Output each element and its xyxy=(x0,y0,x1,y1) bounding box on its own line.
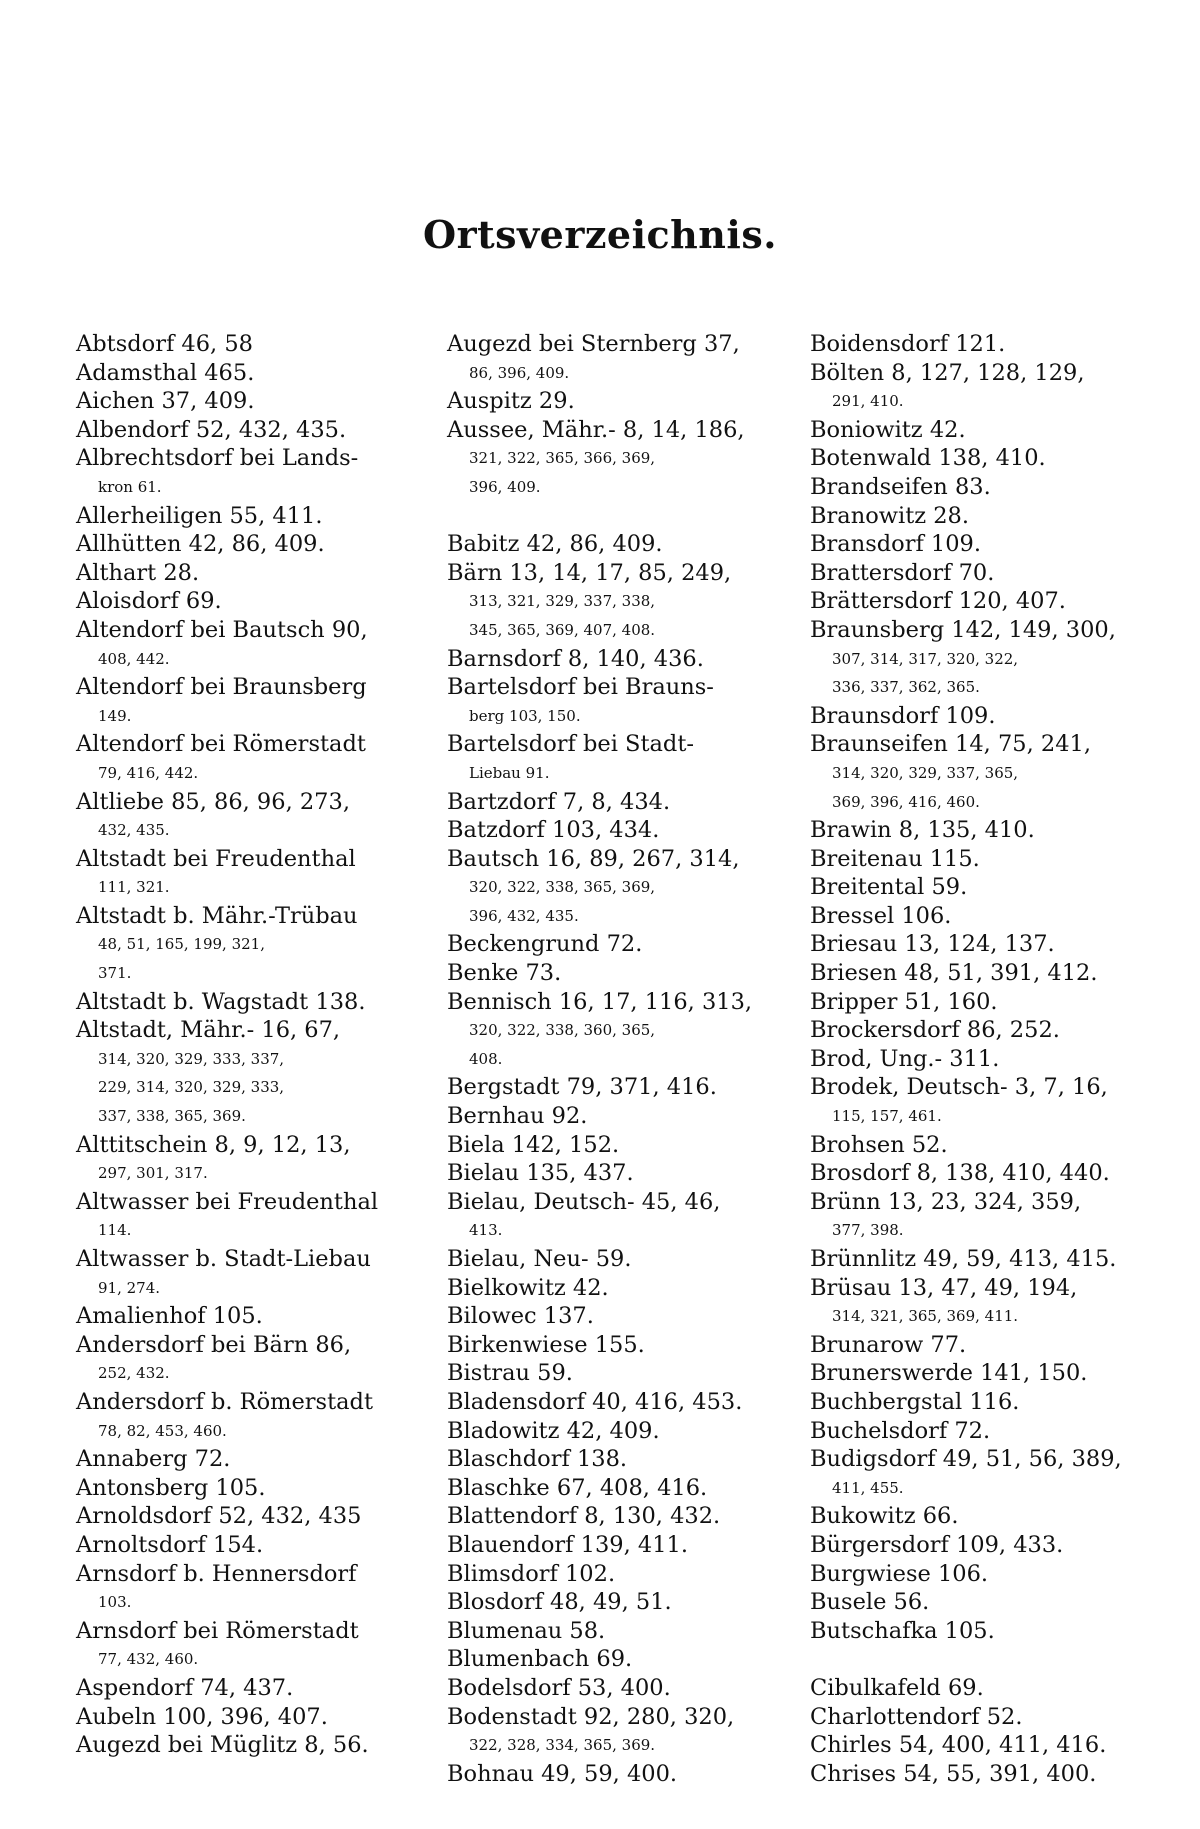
entry-line: Brawin 8, 135, 410. xyxy=(810,817,1035,844)
index-entry xyxy=(810,1331,1132,1360)
entry-line: Bergstadt 79, 371, 416. xyxy=(447,1074,717,1101)
entry-line: Braunsdorf 109. xyxy=(810,702,996,729)
entry-line: Blosdorf 48, 49, 51. xyxy=(447,1589,672,1616)
entry-continuation-line: 396, 409. xyxy=(469,477,541,496)
index-entry xyxy=(810,416,1132,445)
index-entry xyxy=(447,959,783,988)
entry-continuation-line: 377, 398. xyxy=(832,1221,904,1240)
entry-line: Bautsch 16, 89, 267, 314, xyxy=(447,845,740,872)
entry-line: Burgwiese 106. xyxy=(810,1560,989,1587)
index-entry xyxy=(76,359,406,388)
entry-line: Altwasser bei Freudenthal xyxy=(76,1188,379,1215)
index-entry xyxy=(76,559,406,588)
index-entry xyxy=(810,1159,1132,1188)
index-entry xyxy=(76,330,406,359)
entry-line: Amalienhof 105. xyxy=(76,1303,263,1330)
index-entry xyxy=(810,702,1132,731)
entry-line: Boidensdorf 121. xyxy=(810,331,1006,357)
index-entry xyxy=(447,816,783,845)
entry-line: Allerheiligen 55, 411. xyxy=(76,502,323,529)
index-entry xyxy=(810,359,1132,416)
index-entry xyxy=(447,730,783,787)
entry-line: Bistrau 59. xyxy=(447,1360,573,1387)
entry-line: Adamsthal 465. xyxy=(76,359,255,386)
index-entry xyxy=(810,1617,1132,1646)
index-entry xyxy=(447,1445,783,1474)
index-entry xyxy=(447,788,783,817)
index-entry xyxy=(447,1588,783,1617)
entry-line: Brünn 13, 23, 324, 359, xyxy=(810,1188,1082,1215)
entry-line: Bodelsdorf 53, 400. xyxy=(447,1674,671,1701)
index-entry xyxy=(76,1388,406,1445)
entry-line: Blumenau 58. xyxy=(447,1617,606,1644)
entry-line: Bartzdorf 7, 8, 434. xyxy=(447,788,671,815)
entry-continuation-line: 322, 328, 334, 365, 369. xyxy=(469,1736,656,1755)
index-entry xyxy=(810,330,1132,359)
entry-line: Branowitz 28. xyxy=(810,502,970,529)
entry-continuation-line: 314, 320, 329, 337, 365, xyxy=(832,763,1019,782)
index-entry xyxy=(447,845,783,931)
index-entry xyxy=(447,1760,783,1789)
index-entry xyxy=(447,1359,783,1388)
entry-continuation-line: 291, 410. xyxy=(832,392,904,411)
entry-line: Bernhau 92. xyxy=(447,1103,588,1130)
index-entry xyxy=(810,845,1132,874)
index-entry xyxy=(810,1274,1132,1331)
index-entry xyxy=(447,1188,783,1245)
entry-line: Budigsdorf 49, 51, 56, 389, xyxy=(810,1446,1122,1473)
entry-line: Bohnau 49, 59, 400. xyxy=(447,1760,678,1787)
index-entry xyxy=(447,416,783,502)
index-entry xyxy=(810,930,1132,959)
entry-continuation-line: 86, 396, 409. xyxy=(469,363,570,382)
index-entry xyxy=(810,1560,1132,1589)
index-entry xyxy=(76,444,406,501)
entry-line: Briesen 48, 51, 391, 412. xyxy=(810,960,1098,987)
entry-line: Brunarow 77. xyxy=(810,1331,967,1358)
entry-line: Brockersdorf 86, 252. xyxy=(810,1017,1060,1044)
index-entry xyxy=(810,959,1132,988)
index-entry xyxy=(76,673,406,730)
entry-line: Aspendorf 74, 437. xyxy=(76,1674,294,1701)
entry-line: Benke 73. xyxy=(447,960,562,987)
entry-continuation-line: 307, 314, 317, 320, 322, xyxy=(832,649,1019,668)
entry-line: Blaschke 67, 408, 416. xyxy=(447,1474,708,1501)
index-entry xyxy=(810,1188,1132,1245)
index-entry xyxy=(447,387,783,416)
index-entry xyxy=(76,1674,406,1703)
index-entry xyxy=(810,1131,1132,1160)
entry-line: Annaberg 72. xyxy=(76,1446,231,1473)
entry-continuation-line: 396, 432, 435. xyxy=(469,906,579,925)
entry-line: Blimsdorf 102. xyxy=(447,1560,616,1587)
index-entry xyxy=(810,587,1132,616)
entry-line: Andersdorf bei Bärn 86, xyxy=(76,1331,352,1358)
index-entry xyxy=(447,330,783,387)
entry-line: Braunseifen 14, 75, 241, xyxy=(810,731,1091,758)
entry-line: Brosdorf 8, 138, 410, 440. xyxy=(810,1160,1110,1187)
entry-line: Arnsdorf bei Römerstadt xyxy=(76,1617,359,1644)
entry-line: Brünnlitz 49, 59, 413, 415. xyxy=(810,1246,1117,1272)
entry-line: Blauendorf 139, 411. xyxy=(447,1531,688,1558)
entry-line: Altstadt, Mähr.- 16, 67, xyxy=(76,1017,341,1044)
entry-line: Brohsen 52. xyxy=(810,1131,948,1158)
entry-line: Brattersdorf 70. xyxy=(810,559,995,586)
entry-line: Bilowec 137. xyxy=(447,1303,594,1330)
entry-continuation-line: 432, 435. xyxy=(98,821,170,840)
entry-continuation-line: 411, 455. xyxy=(832,1478,904,1497)
index-entry xyxy=(76,530,406,559)
index-entry xyxy=(810,1531,1132,1560)
entry-line: Brüsau 13, 47, 49, 194, xyxy=(810,1274,1078,1301)
entry-continuation-line: 115, 157, 461. xyxy=(832,1107,942,1126)
entry-line: Busele 56. xyxy=(810,1589,930,1616)
entry-continuation-line: 297, 301, 317. xyxy=(98,1164,208,1183)
index-entry xyxy=(447,530,783,559)
index-entry xyxy=(76,1502,406,1531)
entry-line: Albendorf 52, 432, 435. xyxy=(76,416,347,443)
entry-line: Aichen 37, 409. xyxy=(76,388,255,415)
index-entry xyxy=(76,1302,406,1331)
entry-line: Altstadt b. Wagstadt 138. xyxy=(76,988,366,1015)
entry-line: Aubeln 100, 396, 407. xyxy=(76,1703,328,1730)
entry-line: Breitental 59. xyxy=(810,874,968,901)
index-entry xyxy=(447,1703,783,1760)
index-entry xyxy=(447,1417,783,1446)
index-entry xyxy=(810,1502,1132,1531)
index-column-3 xyxy=(810,330,1132,1788)
index-entry xyxy=(447,1531,783,1560)
entry-line: Altliebe 85, 86, 96, 273, xyxy=(76,788,350,815)
entry-line: Butschafka 105. xyxy=(810,1617,995,1644)
index-entry xyxy=(447,1331,783,1360)
entry-line: Bielau, Deutsch- 45, 46, xyxy=(447,1188,721,1215)
entry-continuation-line: 103. xyxy=(98,1593,132,1612)
index-entry xyxy=(76,1188,406,1245)
index-entry xyxy=(810,873,1132,902)
index-entry xyxy=(810,473,1132,502)
entry-continuation-line: 314, 321, 365, 369, 411. xyxy=(832,1307,1019,1326)
index-entry xyxy=(447,1502,783,1531)
entry-continuation-line: 314, 320, 329, 333, 337, xyxy=(98,1049,285,1068)
entry-continuation-line: 149. xyxy=(98,706,132,725)
letter-section-gap xyxy=(810,1645,1132,1674)
entry-line: Altendorf bei Bautsch 90, xyxy=(76,616,368,643)
entry-line: Barnsdorf 8, 140, 436. xyxy=(447,645,704,672)
index-entry xyxy=(447,1560,783,1589)
entry-line: Birkenwiese 155. xyxy=(447,1331,645,1358)
entry-line: Arnoltsdorf 154. xyxy=(76,1531,264,1558)
entry-continuation-line: 408, 442. xyxy=(98,649,170,668)
entry-line: Altwasser b. Stadt-Liebau xyxy=(76,1246,371,1272)
entry-continuation-line: 408. xyxy=(469,1049,503,1068)
entry-line: Buchelsdorf 72. xyxy=(810,1417,991,1444)
index-entry xyxy=(76,1474,406,1503)
index-entry xyxy=(810,1016,1132,1045)
index-entry xyxy=(810,730,1132,816)
index-entry xyxy=(810,1388,1132,1417)
index-entry xyxy=(76,587,406,616)
index-entry xyxy=(76,1703,406,1732)
entry-line: Aloisdorf 69. xyxy=(76,588,222,615)
index-entry xyxy=(447,988,783,1074)
index-entry xyxy=(810,1045,1132,1074)
index-entry xyxy=(76,502,406,531)
entry-line: Bürgersdorf 109, 433. xyxy=(810,1531,1064,1558)
entry-line: Altstadt b. Mähr.-Trübau xyxy=(76,902,358,929)
index-entry xyxy=(76,1016,406,1130)
index-entry xyxy=(810,1245,1132,1274)
index-entry xyxy=(447,673,783,730)
entry-line: Bielkowitz 42. xyxy=(447,1274,609,1301)
index-entry xyxy=(76,1560,406,1617)
index-entry xyxy=(76,1617,406,1674)
entry-line: Augezd bei Müglitz 8, 56. xyxy=(76,1732,369,1759)
entry-continuation-line: 371. xyxy=(98,964,132,983)
entry-line: Bartelsdorf bei Brauns- xyxy=(447,674,714,701)
index-entry xyxy=(810,1674,1132,1703)
entry-line: Cibulkafeld 69. xyxy=(810,1674,984,1701)
index-entry xyxy=(810,559,1132,588)
index-entry xyxy=(76,616,406,673)
entry-continuation-line: 229, 314, 320, 329, 333, xyxy=(98,1078,285,1097)
entry-line: Babitz 42, 86, 409. xyxy=(447,531,663,558)
index-entry xyxy=(76,1445,406,1474)
entry-continuation-line: 320, 322, 338, 365, 369, xyxy=(469,878,656,897)
entry-line: Bripper 51, 160. xyxy=(810,988,998,1015)
entry-line: Blumenbach 69. xyxy=(447,1646,633,1673)
entry-line: Arnoldsdorf 52, 432, 435 xyxy=(76,1503,362,1530)
entry-continuation-line: 321, 322, 365, 366, 369, xyxy=(469,449,656,468)
index-entry xyxy=(447,1131,783,1160)
index-entry xyxy=(76,788,406,845)
index-entry xyxy=(447,1645,783,1674)
entry-line: Brodek, Deutsch- 3, 7, 16, xyxy=(810,1074,1108,1101)
index-entry xyxy=(810,530,1132,559)
entry-continuation-line: 91, 274. xyxy=(98,1278,161,1297)
index-entry xyxy=(447,559,783,645)
entry-line: Bennisch 16, 17, 116, 313, xyxy=(447,988,753,1015)
entry-line: Chrises 54, 55, 391, 400. xyxy=(810,1760,1097,1787)
index-entry xyxy=(447,1617,783,1646)
index-entry xyxy=(76,387,406,416)
entry-line: Bielau, Neu- 59. xyxy=(447,1246,632,1272)
index-entry xyxy=(76,1245,406,1302)
entry-line: Beckengrund 72. xyxy=(447,931,643,958)
entry-line: Bartelsdorf bei Stadt- xyxy=(447,731,694,758)
index-entry xyxy=(810,816,1132,845)
index-entry xyxy=(810,1417,1132,1446)
index-entry xyxy=(447,1674,783,1703)
index-entry xyxy=(810,1073,1132,1130)
entry-continuation-line: kron 61. xyxy=(98,477,162,496)
entry-line: Antonsberg 105. xyxy=(76,1474,266,1501)
entry-continuation-line: 320, 322, 338, 360, 365, xyxy=(469,1021,656,1040)
index-entry xyxy=(76,1731,406,1760)
entry-line: Altstadt bei Freudenthal xyxy=(76,845,356,872)
index-entry xyxy=(810,1359,1132,1388)
index-entry xyxy=(447,1102,783,1131)
index-entry xyxy=(447,1388,783,1417)
index-entry xyxy=(810,616,1132,702)
index-column-2 xyxy=(447,330,783,1788)
index-entry xyxy=(447,930,783,959)
entry-line: Bransdorf 109. xyxy=(810,531,982,558)
index-entry xyxy=(76,845,406,902)
index-entry xyxy=(810,1588,1132,1617)
entry-continuation-line: 111, 321. xyxy=(98,878,170,897)
entry-line: Biela 142, 152. xyxy=(447,1131,620,1158)
index-entry xyxy=(76,1531,406,1560)
entry-continuation-line: 369, 396, 416, 460. xyxy=(832,792,980,811)
entry-continuation-line: berg 103, 150. xyxy=(469,706,581,725)
entry-line: Boniowitz 42. xyxy=(810,416,966,443)
entry-continuation-line: 313, 321, 329, 337, 338, xyxy=(469,592,656,611)
index-entry xyxy=(447,1274,783,1303)
entry-line: Altendorf bei Braunsberg xyxy=(76,674,367,701)
entry-line: Bressel 106. xyxy=(810,902,952,929)
index-entry xyxy=(76,416,406,445)
entry-continuation-line: 78, 82, 453, 460. xyxy=(98,1421,227,1440)
entry-line: Bodenstadt 92, 280, 320, xyxy=(447,1703,735,1730)
entry-line: Alttitschein 8, 9, 12, 13, xyxy=(76,1131,351,1158)
index-entry xyxy=(447,1245,783,1274)
entry-continuation-line: 413. xyxy=(469,1221,503,1240)
entry-line: Charlottendorf 52. xyxy=(810,1703,1023,1730)
index-entry xyxy=(810,502,1132,531)
entry-line: Blattendorf 8, 130, 432. xyxy=(447,1503,721,1530)
index-entry xyxy=(810,1760,1132,1789)
entry-continuation-line: 252, 432. xyxy=(98,1364,170,1383)
entry-line: Allhütten 42, 86, 409. xyxy=(76,531,325,558)
entry-line: Althart 28. xyxy=(76,559,200,586)
entry-line: Augezd bei Sternberg 37, xyxy=(447,331,740,357)
entry-continuation-line: 114. xyxy=(98,1221,132,1240)
page-title: Ortsverzeichnis. xyxy=(423,212,777,257)
index-entry xyxy=(447,1474,783,1503)
entry-continuation-line: 336, 337, 362, 365. xyxy=(832,678,980,697)
entry-continuation-line: 337, 338, 365, 369. xyxy=(98,1107,246,1126)
index-entry xyxy=(810,902,1132,931)
index-entry xyxy=(76,1331,406,1388)
entry-continuation-line: 79, 416, 442. xyxy=(98,763,199,782)
entry-line: Aussee, Mähr.- 8, 14, 186, xyxy=(447,416,745,443)
entry-continuation-line: Liebau 91. xyxy=(469,763,550,782)
index-entry xyxy=(810,1703,1132,1732)
index-entry xyxy=(447,645,783,674)
entry-continuation-line: 345, 365, 369, 407, 408. xyxy=(469,620,656,639)
index-entry xyxy=(447,1073,783,1102)
entry-continuation-line: 77, 432, 460. xyxy=(98,1650,199,1669)
entry-line: Bladowitz 42, 409. xyxy=(447,1417,660,1444)
entry-line: Brandseifen 83. xyxy=(810,473,991,500)
entry-line: Bukowitz 66. xyxy=(810,1503,959,1530)
entry-line: Albrechtsdorf bei Lands- xyxy=(76,445,359,472)
entry-line: Brunerswerde 141, 150. xyxy=(810,1360,1088,1387)
index-entry xyxy=(810,1731,1132,1760)
entry-line: Blaschdorf 138. xyxy=(447,1446,628,1473)
index-entry xyxy=(810,444,1132,473)
index-entry xyxy=(76,988,406,1017)
entry-line: Arnsdorf b. Hennersdorf xyxy=(76,1560,357,1587)
index-entry xyxy=(76,730,406,787)
index-entry xyxy=(447,1302,783,1331)
entry-line: Abtsdorf 46, 58 xyxy=(76,331,253,357)
entry-line: Brättersdorf 120, 407. xyxy=(810,588,1066,615)
entry-line: Bielau 135, 437. xyxy=(447,1160,634,1187)
entry-line: Breitenau 115. xyxy=(810,845,980,872)
index-entry xyxy=(447,1159,783,1188)
entry-line: Batzdorf 103, 434. xyxy=(447,817,660,844)
letter-section-gap xyxy=(447,502,783,531)
entry-line: Braunsberg 142, 149, 300, xyxy=(810,616,1116,643)
index-entry xyxy=(810,988,1132,1017)
entry-line: Andersdorf b. Römerstadt xyxy=(76,1388,373,1415)
index-column-1 xyxy=(76,330,406,1760)
entry-line: Brod, Ung.- 311. xyxy=(810,1045,1000,1072)
entry-line: Auspitz 29. xyxy=(447,388,575,415)
entry-line: Bladensdorf 40, 416, 453. xyxy=(447,1388,743,1415)
index-entry xyxy=(76,1131,406,1188)
entry-line: Botenwald 138, 410. xyxy=(810,445,1046,472)
entry-continuation-line: 48, 51, 165, 199, 321, xyxy=(98,935,265,954)
entry-line: Bärn 13, 14, 17, 85, 249, xyxy=(447,559,732,586)
entry-line: Briesau 13, 124, 137. xyxy=(810,931,1055,958)
entry-line: Altendorf bei Römerstadt xyxy=(76,731,366,758)
index-entry xyxy=(76,902,406,988)
index-entry xyxy=(810,1445,1132,1502)
entry-line: Chirles 54, 400, 411, 416. xyxy=(810,1732,1107,1759)
entry-line: Bölten 8, 127, 128, 129, xyxy=(810,359,1085,386)
entry-line: Buchbergstal 116. xyxy=(810,1388,1020,1415)
